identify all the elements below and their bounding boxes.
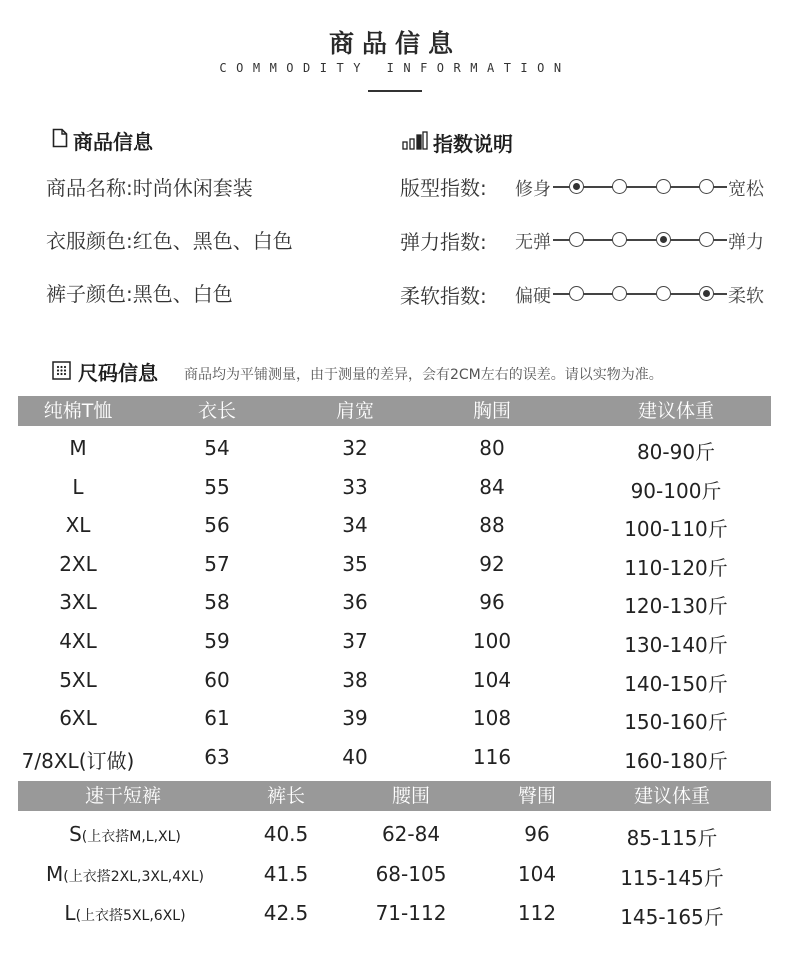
tshirt-cell-weight: 140-150斤	[624, 671, 728, 696]
scale-right-label: 宽松	[728, 179, 764, 200]
shorts-size-label: L	[64, 901, 76, 925]
scale-dot	[569, 232, 584, 247]
page-title: 商品信息	[328, 29, 461, 58]
shorts-cell-hip: 104	[517, 861, 557, 886]
shorts-cell-size	[20, 862, 230, 886]
tshirt-cell-shoulder: 38	[342, 667, 368, 692]
tshirt-table-header	[18, 396, 771, 426]
shorts-cell-length: 41.5	[263, 861, 309, 886]
shorts-size-label: S	[69, 822, 82, 846]
scale-dot-selected	[656, 232, 671, 247]
tshirt-cell-shoulder: 34	[342, 513, 368, 538]
shorts-cell-waist: 71-112	[375, 901, 447, 925]
shorts-size-note: (上衣搭M,L,XL)	[81, 829, 181, 845]
scale-right-label: 弹力	[728, 232, 764, 253]
fit-index-label: 版型指数:	[400, 176, 487, 200]
tshirt-cell-chest: 84	[479, 474, 505, 499]
shorts-cell-waist: 68-105	[375, 861, 447, 886]
scale-dot	[699, 232, 714, 247]
shorts-size-note: (上衣搭5XL,6XL)	[75, 908, 186, 924]
scale-dot	[569, 286, 584, 301]
tshirt-cell-weight: 90-100斤	[630, 478, 722, 503]
scale-dot	[699, 179, 714, 194]
tshirt-cell-size: 6XL	[59, 706, 97, 731]
document-icon	[52, 128, 72, 150]
tshirt-cell-shoulder: 40	[342, 744, 368, 769]
index-info-heading: 指数说明	[433, 132, 513, 156]
tshirt-cell-length: 59	[204, 629, 230, 653]
scale-dot	[612, 179, 627, 194]
scale-dot	[612, 232, 627, 247]
top-color-row	[46, 225, 293, 254]
tshirt-cell-weight: 120-130斤	[624, 594, 728, 619]
tshirt-cell-shoulder: 35	[342, 551, 368, 576]
tshirt-cell-length: 57	[204, 551, 230, 576]
scale-dot	[612, 286, 627, 301]
tshirt-cell-size: XL	[65, 513, 91, 538]
shorts-cell-weight: 85-115斤	[626, 826, 718, 850]
shorts-cell-length: 42.5	[263, 901, 309, 925]
shorts-cell-length: 40.5	[263, 822, 309, 846]
tshirt-cell-shoulder: 39	[342, 706, 368, 731]
title-divider	[368, 90, 422, 92]
tshirt-cell-length: 55	[204, 474, 230, 499]
tshirt-cell-chest: 116	[472, 744, 512, 769]
shorts-cell-weight: 115-145斤	[620, 865, 724, 890]
pants-color-label: 裤子颜色:	[46, 282, 133, 306]
shorts-size-note: (上衣搭2XL,3XL,4XL)	[63, 868, 204, 885]
tshirt-cell-size: 3XL	[59, 590, 97, 615]
scale-dot-selected	[569, 179, 584, 194]
tshirt-cell-shoulder: 33	[342, 474, 368, 499]
fit-index-scale	[515, 176, 770, 198]
tshirt-cell-size: M	[69, 436, 87, 460]
tshirt-cell-weight: 150-160斤	[624, 710, 728, 735]
product-name-value: 时尚休闲套装	[132, 176, 253, 200]
pants-color-row	[46, 278, 233, 307]
size-info-heading: 尺码信息	[78, 361, 158, 385]
top-color-value: 红色、黑色、白色	[132, 229, 293, 253]
tshirt-cell-chest: 92	[479, 551, 505, 576]
tshirt-cell-length: 58	[204, 590, 230, 615]
tshirt-cell-chest: 104	[472, 667, 512, 692]
stretch-index-label: 弹力指数:	[400, 230, 487, 254]
tshirt-cell-length: 61	[204, 706, 230, 731]
stretch-index-scale	[515, 229, 770, 251]
tshirt-header-length: 衣长	[197, 400, 236, 422]
shorts-cell-weight: 145-165斤	[620, 905, 724, 929]
shorts-header-size: 速干短裤	[84, 785, 161, 807]
tshirt-cell-length: 60	[204, 667, 230, 692]
product-info-heading: 商品信息	[73, 130, 153, 154]
shorts-table-header	[18, 781, 771, 811]
tshirt-cell-size: 5XL	[59, 667, 97, 692]
tshirt-cell-size: 2XL	[59, 551, 97, 576]
shorts-header-weight: 建议体重	[633, 785, 710, 807]
shorts-header-hip: 臀围	[517, 785, 556, 807]
shorts-size-label: M	[46, 861, 64, 886]
tshirt-cell-shoulder: 32	[342, 436, 368, 460]
product-name-row	[46, 172, 253, 201]
shorts-header-length: 裤长	[266, 785, 305, 807]
tshirt-cell-weight: 80-90斤	[636, 440, 716, 464]
shorts-cell-hip: 112	[517, 901, 557, 925]
scale-left-label: 无弹	[515, 232, 551, 253]
size-info-note: 商品均为平铺测量，由于测量的差异，会有2CM左右的误差。请以实物为准。	[184, 367, 663, 383]
tshirt-cell-size: 4XL	[59, 629, 97, 653]
tshirt-cell-weight: 130-140斤	[624, 633, 728, 657]
tshirt-cell-length: 63	[204, 744, 230, 769]
tshirt-header-size: 纯棉T恤	[43, 400, 113, 422]
shorts-cell-size	[20, 901, 230, 925]
scale-left-label: 偏硬	[515, 286, 551, 307]
tshirt-cell-chest: 100	[472, 629, 512, 653]
tshirt-cell-size: 7/8XL(订做)	[21, 748, 135, 773]
product-name-label: 商品名称:	[46, 176, 133, 200]
tshirt-cell-weight: 160-180斤	[624, 748, 728, 773]
tshirt-cell-size: L	[72, 474, 84, 499]
scale-right-label: 柔软	[728, 286, 764, 307]
scale-left-label: 修身	[515, 179, 551, 200]
tshirt-header-chest: 胸围	[472, 400, 511, 422]
shorts-header-waist: 腰围	[391, 785, 430, 807]
softness-index-label: 柔软指数:	[400, 284, 487, 308]
bar-signal-icon	[402, 131, 428, 151]
tshirt-cell-weight: 110-120斤	[624, 555, 728, 580]
scale-dot-selected	[699, 286, 714, 301]
tshirt-cell-length: 54	[204, 436, 230, 460]
grid-icon	[52, 361, 72, 381]
pants-color-value: 黑色、白色	[132, 282, 233, 306]
tshirt-cell-chest: 108	[472, 706, 512, 731]
tshirt-cell-shoulder: 36	[342, 590, 368, 615]
tshirt-cell-weight: 100-110斤	[624, 517, 728, 542]
scale-dot	[656, 179, 671, 194]
tshirt-cell-chest: 80	[479, 436, 505, 460]
top-color-label: 衣服颜色:	[46, 229, 133, 253]
softness-index-scale	[515, 283, 770, 305]
tshirt-cell-chest: 96	[479, 590, 505, 615]
tshirt-cell-chest: 88	[479, 513, 505, 538]
scale-dot	[656, 286, 671, 301]
shorts-cell-waist: 62-84	[381, 822, 441, 846]
tshirt-header-weight: 建议体重	[637, 400, 714, 422]
page-subtitle: COMMODITY INFORMATION	[219, 61, 571, 75]
tshirt-cell-length: 56	[204, 513, 230, 538]
tshirt-header-shoulder: 肩宽	[335, 400, 374, 422]
shorts-cell-size	[20, 822, 230, 846]
shorts-cell-hip: 96	[524, 822, 550, 846]
tshirt-cell-shoulder: 37	[342, 629, 368, 653]
